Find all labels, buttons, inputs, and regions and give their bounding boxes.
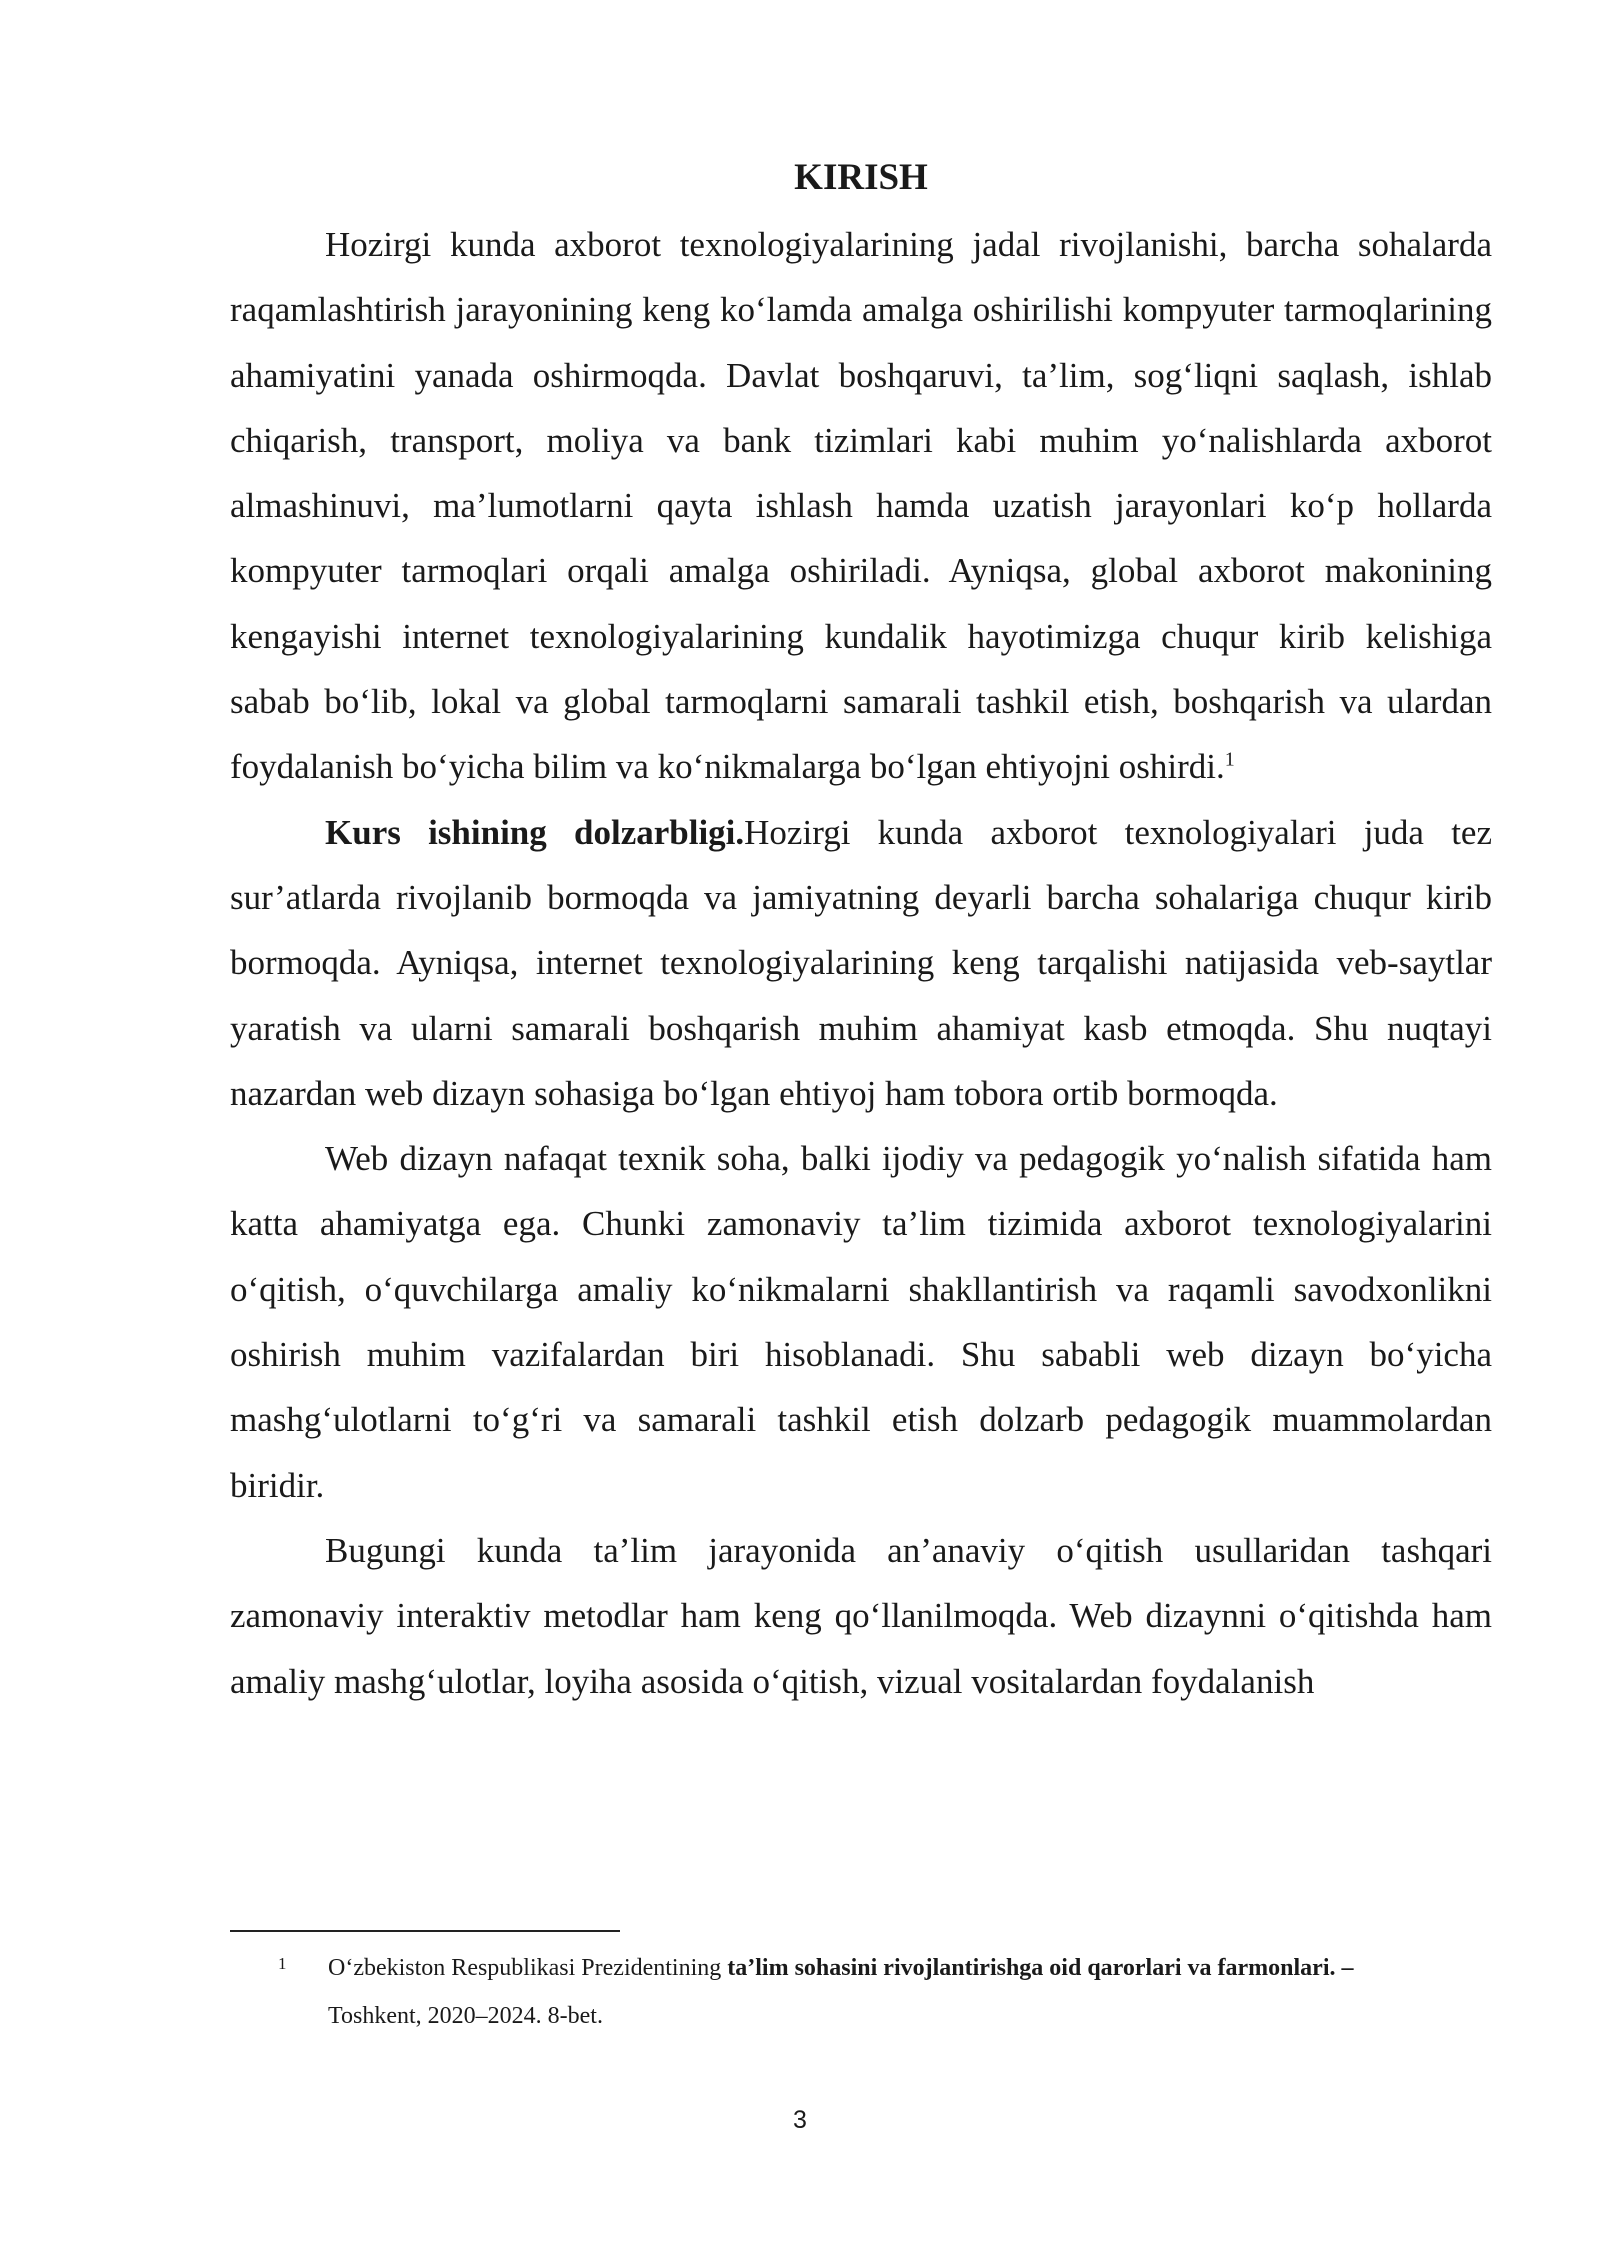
relevance-paragraph [230,800,1492,1126]
footnote-reference[interactable]: 1 [1224,748,1235,771]
intro-text: Hozirgi kunda axborot texnologiyalarining jadal rivojlanishi, barcha sohalarda raqamlashtirish jarayonining keng ko‘lamda amalga oshirilishi kompyuter tarmoqlarining ahamiyatini yanada oshirmoqda. Davlat boshqaruvi, ta’lim, sog‘liqni saqlash, ishlab chiqarish, transport, moliya va bank tizimlari kabi muhim yo‘nalishlarda axborot almashinuvi, ma’lumotlarni qayta ishlash hamda uzatish jarayonlari ko‘p hollarda kompyuter tarmoqlari orqali amalga oshiriladi. Ayniqsa, global axborot makonining kengayishi internet texnologiyalarining kundalik hayotimizga chuqur kirib kelishiga sabab bo‘lib, lokal va global tarmoqlarni samarali tashkil etish, boshqarish va ulardan foydalanish bo‘yicha bilim va ko‘nikmalarga bo‘lgan ehtiyojni oshirdi. [230,225,1492,787]
footnote-separator [230,1930,620,1932]
footnote-plain-text: O‘zbekiston Respublikasi Prezidentining [328,1955,728,1981]
footnote-bold-text: ta’lim sohasini rivojlantirishga oid qarorlari va farmonlari. – [727,1955,1354,1981]
intro-paragraph [230,212,1492,800]
footnote [230,1944,1492,2040]
footnote-mark: 1 [278,1954,287,1973]
relevance-text: Hozirgi kunda axborot texnologiyalari juda tez sur’atlarda rivojlanib bormoqda va jamiyatning deyarli barcha sohalariga chuqur kirib bormoqda. Ayniqsa, internet texnologiyalarining keng tarqalishi natijasida veb-saytlar yaratish va ularni samarali boshqarish muhim ahamiyat kasb etmoqda. Shu nuqtayi nazardan web dizayn sohasiga bo‘lgan ehtiyoj ham tobora ortib bormoqda. [230,812,1492,1113]
section-heading: KIRISH [794,157,928,198]
page-number: 3 [793,2106,807,2134]
footnote-line-2: Toshkent, 2020–2024. 8-bet. [328,2003,603,2029]
footnote-line-1 [230,1944,1492,1992]
document-page [230,150,1492,1714]
relevance-lead: Kurs ishining dolzarbligi. [325,812,745,852]
methods-paragraph: Bugungi kunda ta’lim jarayonida an’anaviy o‘qitish usullaridan tashqari zamonaviy interaktiv metodlar ham keng qo‘llanilmoqda. Web dizaynni o‘qitishda ham amaliy mashg‘ulotlar, loyiha asosida o‘qitish, vizual vositalardan foydalanish [230,1530,1492,1701]
web-design-paragraph: Web dizayn nafaqat texnik soha, balki ijodiy va pedagogik yo‘nalish sifatida ham katta ahamiyatga ega. Chunki zamonaviy ta’lim tizimida axborot texnologiyalarini o‘qitish, o‘quvchilarga amaliy ko‘nikmalarni shakllantirish va raqamli savodxonlikni oshirish muhim vazifalardan biri hisoblanadi. Shu sababli web dizayn bo‘yicha mashg‘ulotlarni to‘g‘ri va samarali tashkil etish dolzarb pedagogik muammolardan biridir. [230,1139,1492,1505]
